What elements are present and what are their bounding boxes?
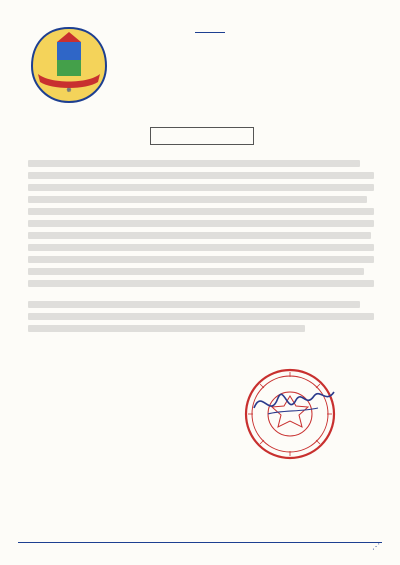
svg-text:☸: ☸ <box>66 87 72 94</box>
document-title-box <box>150 127 254 145</box>
motto-divider <box>195 32 225 33</box>
body-paragraph-1 <box>28 152 374 284</box>
footer-divider <box>18 542 382 543</box>
body-paragraph-2 <box>28 293 374 329</box>
ministry-emblem-icon <box>24 22 114 108</box>
signature-icon <box>248 378 338 428</box>
corner-mark-icon: ⋰ <box>372 542 380 551</box>
